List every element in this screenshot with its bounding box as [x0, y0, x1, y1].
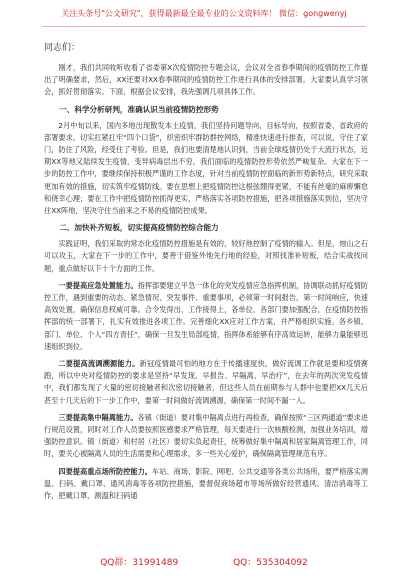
point-lead: 三要提高集中隔离能力。 [58, 412, 138, 422]
banner-text: 关注头条号"公文研究"，获得最新最全最专业的公文资料库！ 微信：gongwenyj [61, 9, 347, 18]
section-heading-1: 一、科学分析研判，准确认识当前疫情防控形势 [59, 104, 219, 114]
point-isolation [44, 412, 368, 461]
point-text: 各镇（街道）要对集中隔离点进行再检查，确保按照“三区两通道”要求进行规范设置，同时对工作人员要按照医感要求严格管理，每天要进行一次核酸检测，加强业务培训，增强防控意识。镇（街道）和村居（社区）要切实负起责任，统筹做好集中隔离和居家隔离管理工作，同时，要关心被隔离人员的生活需要和心理需求，多一些关心爱护，确保隔离管理规范有序。 [44, 412, 368, 459]
point-public-places [44, 466, 368, 503]
point-text: 新冠疫情最可怕的地方在于传播速度快，做好流调工作就是要和疫情赛跑，所以中央对疫情防控的要求是坚持“早发现、早报告、早隔离、早治疗”，在去年的两次突发疫情中，我们都发现了大量的密切接触者和次密切接触者，但这些人员在前期参与人群中也要把XX几天后甚至十几天后的下一步工作中，要第一时间做好流调溯源，确保第一时间不漏一人。 [44, 359, 368, 405]
intro-paragraph: 刚才，我们共同收听收看了省委第X次疫情防控专题会议，会议对全省春季期间的疫情防控工作提出了明确要求，然后，XX还要对XX春季期间的疫情防控工作进行具体的安排部署。大家要认真学习领会，抓好贯彻落实。下面，根据会议安排，我先强调几项具体工作。 [44, 63, 368, 97]
footer-qq-group: QQ群：31991489 [100, 558, 179, 568]
practice-paragraph: 实践证明，我们采取的常态化疫情防控措施是有效的，较好地控制了疫情的输入。但是，烛山之石可以攻玉，大家在下一步的工作中，要善于借鉴外地先行地的经验，对照找准补短板，结合实战找问题，重点做好以下十个方面的工作。 [44, 239, 368, 273]
top-banner [0, 0, 408, 30]
point-emergency [44, 280, 368, 353]
point-text: 车站、商场、影院、网吧、公共交通等各类公共场所，要严格落实测温、扫码、戴口罩、通风消毒等各项防控措施，要督促商场超市等场所做好经营通风、清洁消毒等工作，把戴口罩、测温和扫码通 [44, 466, 368, 501]
salutation: 同志们： [44, 43, 81, 53]
section-heading-2: 二、加快补齐短板，切实提高疫情防控综合能力 [59, 223, 219, 233]
point-tracing [44, 358, 368, 407]
footer-contacts [0, 556, 408, 570]
point-lead: 四要提高重点场所防控能力。 [58, 466, 152, 476]
point-text: 指挥部要建立平急一体化的突发疫情应急指挥机制，协调联动抓好疫情防控工作，遇到重要的动态、紧急情况、突发事件、重要事项，必须第一时间报告，第一时间响应，快速高效处置，确保信息权威可靠。合令发得出、工作接得上，各单位、各部门要加强配合，在疫情防控指挥部的统一部署下，扎实有效推进各项工作。完善细化XX应对工作方案，并严格组织实施。各乡镇、部门、单位、个人“四方责任”，确保一旦发生局部疫情，指挥体系能够有序高效运转，能够力量能够迅速组织到位。 [44, 280, 368, 351]
document-body [44, 42, 368, 542]
banner-divider [42, 26, 366, 27]
situation-paragraph: 2月中旬以来，国内多地出现散发本土疫情，我们坚持问题导向、目标导向，按照省委、省政府的部署要求，切实扛紧扛牢“四个口袋”，织密织牢群防群控网络，精准快速进行排查，可以说，守住了家门，防住了风险，经受住了考验。但是，我们也要清楚地认识到，当前全球疫情仍处于大流行状态，近期XX等地又陆续发生疫情，变异病毒层出不穷，我们面临的疫情防控形势依然严峻复杂。大家在下一步的防控工作中，要继续保持积极严谨的工作态度，针对当前疫情防控面临的新形势新特点，研究采取更加有效的措施，切实筑牢疫情防线。要在思想上把疫情防控这根弦绷得更紧，不能有丝毫的麻痹懈怠和侥幸心理；要在工作中把疫情防控抓得更实，严格落实各项防控措施，把各项措施落实到位，坚决守住XX阵地，坚决守住当前来之不易的疫情防控成果。 [44, 120, 368, 216]
point-lead: 二要提高流调溯源能力。 [58, 359, 140, 369]
point-lead: 一要提高应急处置能力。 [58, 280, 138, 290]
footer-qq: QQ：535304092 [233, 558, 308, 568]
